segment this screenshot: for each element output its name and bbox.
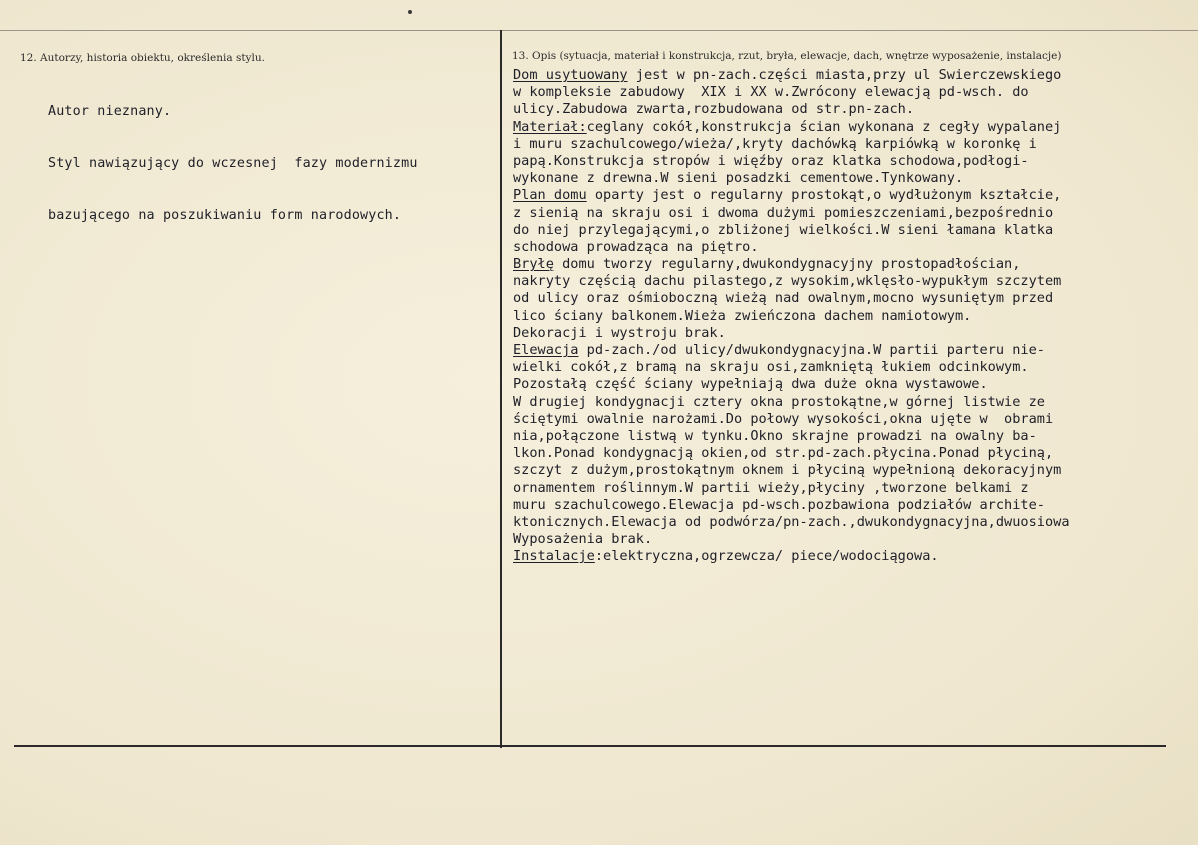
section-13-line xyxy=(513,153,1070,170)
section-13-line-lead: Materiał: xyxy=(513,118,587,135)
section-13-line xyxy=(513,428,1070,445)
section-13-line-text: szczyt z dużym,prostokątnym oknem i płyciną wypełnioną dekoracyjnym xyxy=(513,462,1062,479)
section-13-line xyxy=(513,359,1070,376)
section-12-body xyxy=(48,69,418,258)
section-13-line-text: :elektryczna,ogrzewcza/ piece/wodociągowa. xyxy=(594,548,939,565)
section-13-line-text: i muru szachulcowego/wieża/,kryty dachówką karpiówką w koronkę i xyxy=(513,135,1037,152)
section-13-line-text: z sienią na skraju osi i dwoma dużymi pomieszczeniami,bezpośrednio xyxy=(513,204,1054,221)
section-13-line xyxy=(513,462,1070,479)
section-13-line-text: lkon.Ponad kondygnacją okien,od str.pd-zach.płycina.Ponad płyciną, xyxy=(513,445,1054,462)
top-rule xyxy=(0,30,1198,31)
section-13-line xyxy=(513,67,1070,84)
section-13-line-text: nia,połączone listwą w tynku.Okno skrajne prowadzi na owalny ba- xyxy=(513,427,1037,444)
section-13-line xyxy=(513,101,1070,118)
section-13-line xyxy=(513,222,1070,239)
punch-mark xyxy=(408,10,412,14)
section-13-line-text: Dekoracji i wystroju brak. xyxy=(513,324,726,341)
section-13-line xyxy=(513,531,1070,548)
section-13-line xyxy=(513,205,1070,222)
section-13-line xyxy=(513,119,1070,136)
section-13-line-text: muru szachulcowego.Elewacja pd-wsch.pozbawiona podziałów archite- xyxy=(513,496,1045,513)
section-13-line-text: Pozostałą część ściany wypełniają dwa duże okna wystawowe. xyxy=(513,376,988,393)
column-divider xyxy=(500,30,502,748)
section-13-line xyxy=(513,308,1070,325)
section-13-line xyxy=(513,325,1070,342)
section-13-line-text: ceglany cokół,konstrukcja ścian wykonana z cegły wypalanej xyxy=(586,118,1062,135)
section-13-line xyxy=(513,239,1070,256)
section-13-line-text: lico ściany balkonem.Wieża zwieńczona dachem namiotowym. xyxy=(513,307,972,324)
section-13-line-text: domu tworzy regularny,dwukondygnacyjny prostopadłościan, xyxy=(553,256,1021,273)
section-13-line xyxy=(513,256,1070,273)
section-13-line-text: do niej przylegającymi,o zbliżonej wielkości.W sieni łamana klatka xyxy=(513,221,1054,238)
section-13-line-text: ulicy.Zabudowa zwarta,rozbudowana od str.pn-zach. xyxy=(513,101,915,118)
section-13-line xyxy=(513,394,1070,411)
section-13-line-text: nakryty częścią dachu pilastego,z wysokim,wklęsło-wypukłym szczytem xyxy=(513,273,1062,290)
section-13-heading: 13. Opis (sytuacja, materiał i konstrukcja, rzut, bryła, elewacje, dach, wnętrze wyposażenie, instalacje) xyxy=(512,50,1062,62)
section-13-line xyxy=(513,376,1070,393)
section-13-line xyxy=(513,342,1070,359)
section-13-line-text: papą.Konstrukcja stropów i więźby oraz klatka schodowa,podłogi- xyxy=(513,152,1029,169)
section-13-line-text: w kompleksie zabudowy XIX i XX w.Zwrócony elewacją pd-wsch. do xyxy=(513,84,1029,101)
section-13-line xyxy=(513,273,1070,290)
section-13-line xyxy=(513,514,1070,531)
section-13-line xyxy=(513,187,1070,204)
section-13-line xyxy=(513,480,1070,497)
section-13-line-lead: Bryłę xyxy=(513,256,554,273)
bottom-rule xyxy=(14,745,1166,747)
section-13-line-text: od ulicy oraz ośmioboczną wieżą nad owalnym,mocno wysuniętym przed xyxy=(513,290,1054,307)
section-12-line: Autor nieznany. xyxy=(48,104,172,120)
section-13-line-text: W drugiej kondygnacji cztery okna prostokątne,w górnej listwie ze xyxy=(513,393,1045,410)
section-12-heading: 12. Autorzy, historia obiektu, określenia stylu. xyxy=(20,52,265,64)
section-12-line: Styl nawiązujący do wczesnej fazy modernizmu xyxy=(48,156,418,171)
section-13-line-text: ktonicznych.Elewacja od podwórza/pn-zach.,dwukondygnacyjna,dwuosiowa xyxy=(513,513,1070,530)
section-13-line xyxy=(513,290,1070,307)
section-13-line-lead: Instalacje xyxy=(513,548,595,565)
section-13-line-text: jest w pn-zach.części miasta,przy ul Swierczewskiego xyxy=(627,67,1062,83)
section-13-line-text: ściętymi owalnie narożami.Do połowy wysokości,okna ujęte w obrami xyxy=(513,410,1054,427)
section-13-line xyxy=(513,548,1070,565)
section-13-line-text: oparty jest o regularny prostokąt,o wydłużonym kształcie, xyxy=(586,187,1062,204)
section-13-line-lead: Elewacja xyxy=(513,342,579,358)
section-13-line-lead: Dom usytuowany xyxy=(513,67,628,83)
section-13-line-text: ornamentem roślinnym.W partii wieży,płyciny ,tworzone belkami z xyxy=(513,479,1029,496)
section-13-line-text: schodowa prowadząca na piętro. xyxy=(513,238,759,255)
section-13-line xyxy=(513,84,1070,101)
section-13-line-text: wykonane z drewna.W sieni posadzki cementowe.Tynkowany. xyxy=(513,170,964,187)
section-12-line: bazującego na poszukiwaniu form narodowych. xyxy=(48,207,402,223)
section-13-line-text: wielki cokół,z bramą na skraju osi,zamkniętą łukiem odcinkowym. xyxy=(513,359,1029,376)
section-13-line xyxy=(513,411,1070,428)
section-13-line-lead: Plan domu xyxy=(513,187,587,204)
section-13-line xyxy=(513,136,1070,153)
section-13-body xyxy=(513,67,1070,565)
section-13-line xyxy=(513,445,1070,462)
section-13-line-text: pd-zach./od ulicy/dwukondygnacyjna.W partii parteru nie- xyxy=(578,342,1045,358)
section-13-line xyxy=(513,170,1070,187)
section-13-line-text: Wyposażenia brak. xyxy=(513,531,653,548)
section-13-line xyxy=(513,497,1070,514)
